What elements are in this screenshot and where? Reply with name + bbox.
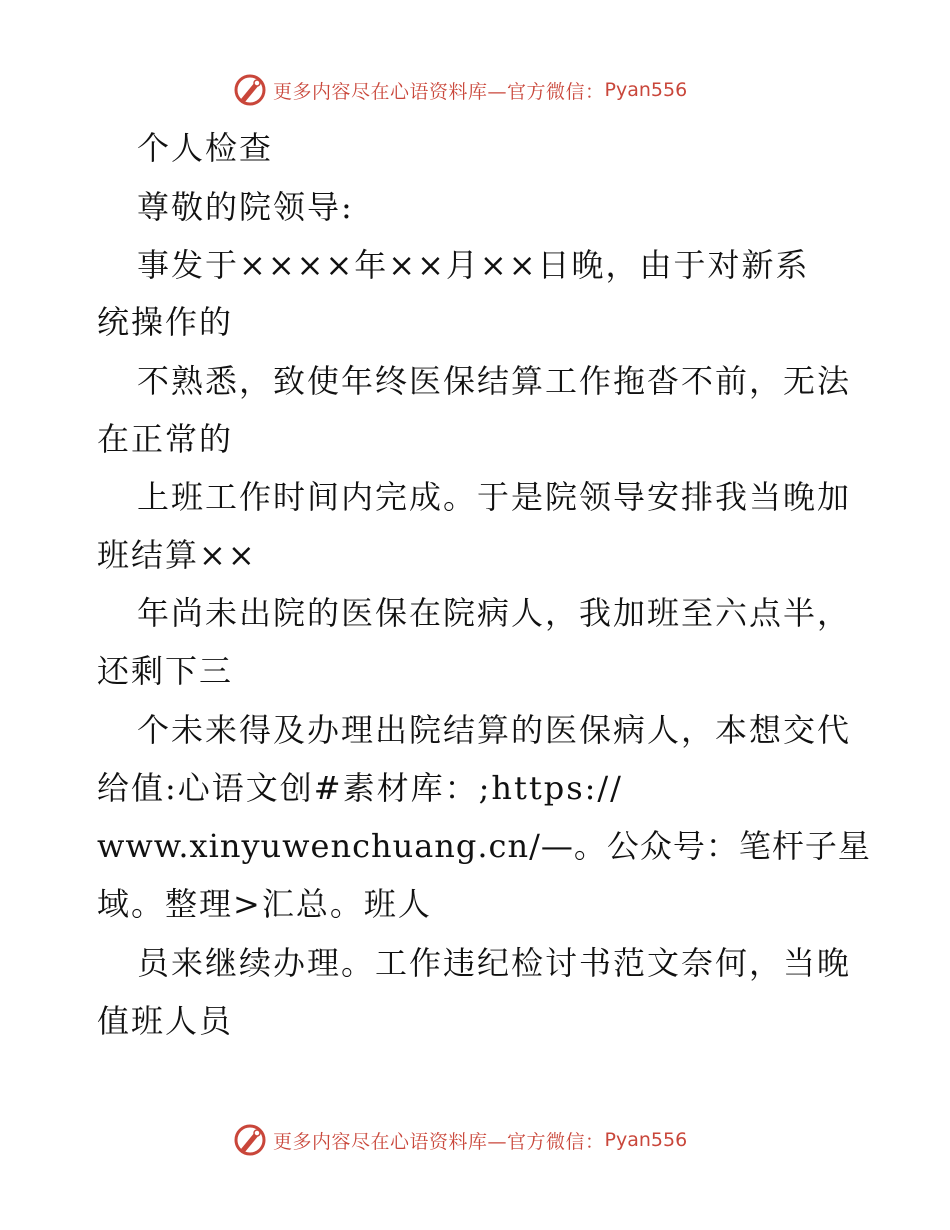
pen-logo-icon	[233, 1123, 267, 1157]
watermark-account: Pyan556	[604, 1129, 688, 1151]
body-line: 域。整理>汇总。班人	[97, 885, 432, 923]
document-title: 个人检查	[137, 129, 274, 167]
watermark-text: 更多内容尽在心语资料库—官方微信：	[273, 80, 605, 103]
body-line: 还剩下三	[97, 652, 234, 690]
watermark-account: Pyan556	[604, 79, 688, 101]
body-line: 个未来得及办理出院结算的医保病人，本想交代	[137, 711, 852, 749]
body-line: 值班人员	[97, 1002, 234, 1040]
body-line: 班结算××	[97, 536, 257, 574]
body-line: 员来继续办理。工作违纪检讨书范文奈何，当晚	[137, 944, 852, 982]
body-line: 在正常的	[97, 420, 234, 458]
body-line: 给值:心语文创#素材库：;https://	[97, 769, 623, 807]
salutation: 尊敬的院领导:	[137, 188, 354, 226]
body-line: www.xinyuwenchuang.cn/—。公众号：笔杆子星	[97, 827, 871, 865]
body-line: 不熟悉，致使年终医保结算工作拖沓不前，无法	[137, 362, 852, 400]
body-line: 事发于××××年××月××日晚，由于对新系	[137, 246, 810, 284]
body-line: 上班工作时间内完成。于是院领导安排我当晚加	[137, 478, 852, 516]
footer-watermark	[233, 1122, 687, 1158]
watermark-text: 更多内容尽在心语资料库—官方微信：	[273, 1130, 605, 1153]
body-line: 年尚未出院的医保在院病人，我加班至六点半，	[137, 594, 852, 632]
body-line: 统操作的	[97, 303, 234, 341]
